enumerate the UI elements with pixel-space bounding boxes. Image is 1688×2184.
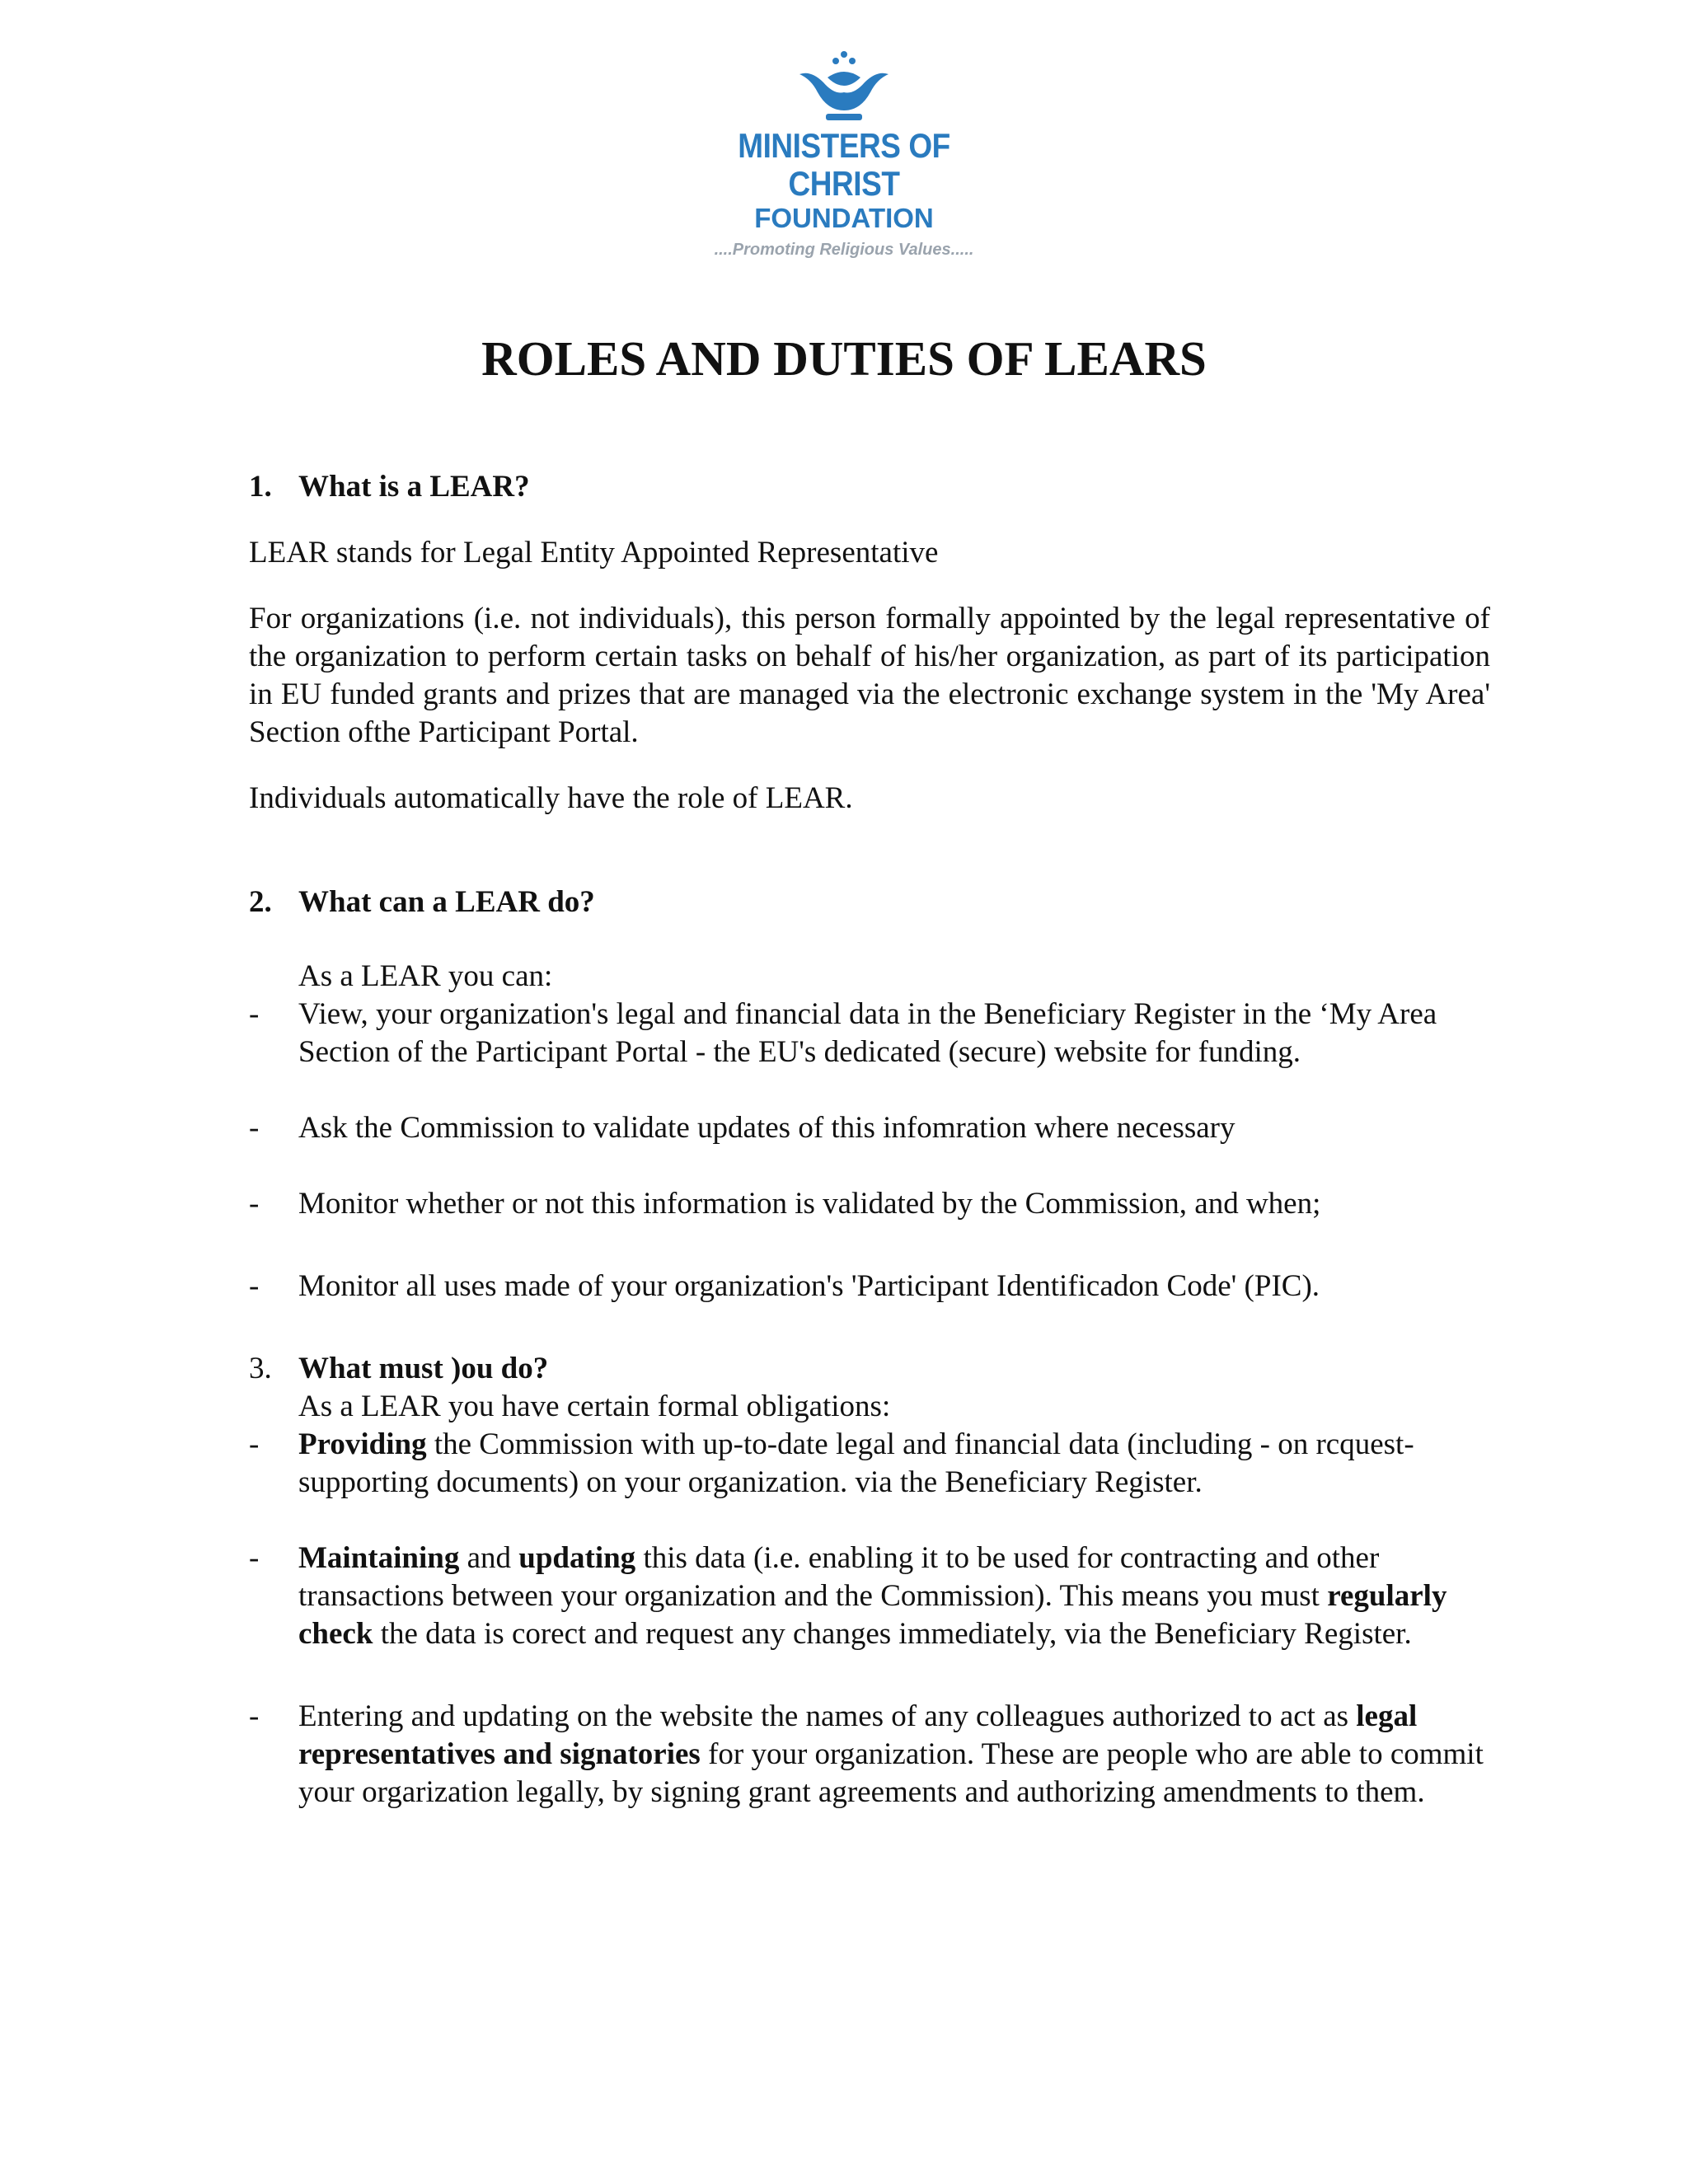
section-3-number: 3. [249, 1352, 272, 1385]
emphasis-providing: Providing [298, 1427, 427, 1461]
section-3-heading-text: What must )ou do? [298, 1352, 549, 1385]
list-bullet: - [249, 1541, 260, 1575]
list-bullet: - [249, 1269, 260, 1303]
list-item-text: Monitor whether or not this information is validated by the Commission, and when; [298, 1187, 1321, 1221]
list-item-text [298, 1698, 1490, 1811]
logo-org-name-line2: FOUNDATION [754, 203, 934, 233]
page-title: ROLES AND DUTIES OF LEARS [481, 331, 1207, 386]
section-3-heading [249, 1350, 1490, 1388]
emphasis-maintaining: Maintaining [298, 1541, 460, 1575]
text-run: the data is corect and request any changes immediately, via the Beneficiary Register. [373, 1617, 1412, 1651]
text-run: Entering and updating on the website the names of any colleagues authorized to act as [298, 1699, 1357, 1733]
list-item-text [298, 1540, 1490, 1653]
list-item [249, 1268, 1490, 1305]
section-2-number: 2. [249, 885, 272, 919]
text-run: the Commission with up-to-date legal and financial data (including - on rcquest- supporting documents) on your organization. via the Beneficiary Register. [298, 1427, 1414, 1499]
emphasis-updating: updating [518, 1541, 636, 1575]
text-run: and [459, 1541, 519, 1575]
list-item [249, 1185, 1490, 1223]
section-2-intro: As a LEAR you can: [298, 959, 553, 993]
list-bullet: - [249, 1699, 260, 1733]
section-1-paragraph-1: LEAR stands for Legal Entity Appointed Representative [249, 536, 939, 569]
list-item [249, 1698, 1490, 1811]
list-bullet: - [249, 1111, 260, 1145]
list-item-text: Monitor all uses made of your organization's 'Participant Identificadon Code' (PIC). [298, 1269, 1320, 1303]
list-item-text [298, 1426, 1490, 1502]
list-item [249, 996, 1490, 1071]
section-1-heading [249, 468, 1490, 506]
emphasis-legal-representatives: legal representatives and signatories [298, 1699, 1418, 1771]
organization-logo [659, 49, 1029, 259]
section-1-paragraph-2: For organizations (i.e. not individuals), this person formally appointed by the legal representative of the organization to perform certain tasks on behalf of his/her organization, as part of its participation in EU funded grants and prizes that are managed via the electronic exchange system in the 'My Area' Section ofthe Participant Portal. [249, 602, 1490, 749]
list-bullet: - [249, 1427, 260, 1461]
section-1-paragraph-3: Individuals automatically have the role of LEAR. [249, 781, 853, 815]
logo-org-name-line1: MINISTERS OF CHRIST [738, 126, 950, 203]
list-bullet: - [249, 1187, 260, 1221]
list-bullet: - [249, 997, 260, 1031]
text-run: this data (i.e. enabling it to be used for contracting and other transactions between your organization and the Commission). This means you must [298, 1541, 1380, 1613]
section-1-number: 1. [249, 470, 272, 504]
list-item-text: View, your organization's legal and financial data in the Beneficiary Register in the ‘My Area Section of the Participant Portal - the EU's dedicated (secure) website for funding. [298, 997, 1437, 1069]
section-3-intro: As a LEAR you have certain formal obligations: [298, 1390, 891, 1423]
emphasis-regularly-check: regularly check [298, 1579, 1447, 1651]
section-2-heading-text: What can a LEAR do? [298, 885, 595, 919]
logo-emblem-icon [795, 49, 893, 124]
list-item [249, 1109, 1490, 1147]
list-item [249, 1426, 1490, 1502]
logo-tagline: ....Promoting Religious Values..... [714, 241, 974, 259]
section-2-heading [249, 883, 1490, 921]
list-item [249, 1540, 1490, 1653]
text-run: for your organization. These are people who are able to commit your orgarization legally, by signing grant agreements and authorizing amendments to them. [298, 1737, 1484, 1809]
document-body [249, 468, 1490, 1811]
list-item-text: Ask the Commission to validate updates of this infomration where necessary [298, 1111, 1236, 1145]
section-1-heading-text: What is a LEAR? [298, 470, 530, 504]
